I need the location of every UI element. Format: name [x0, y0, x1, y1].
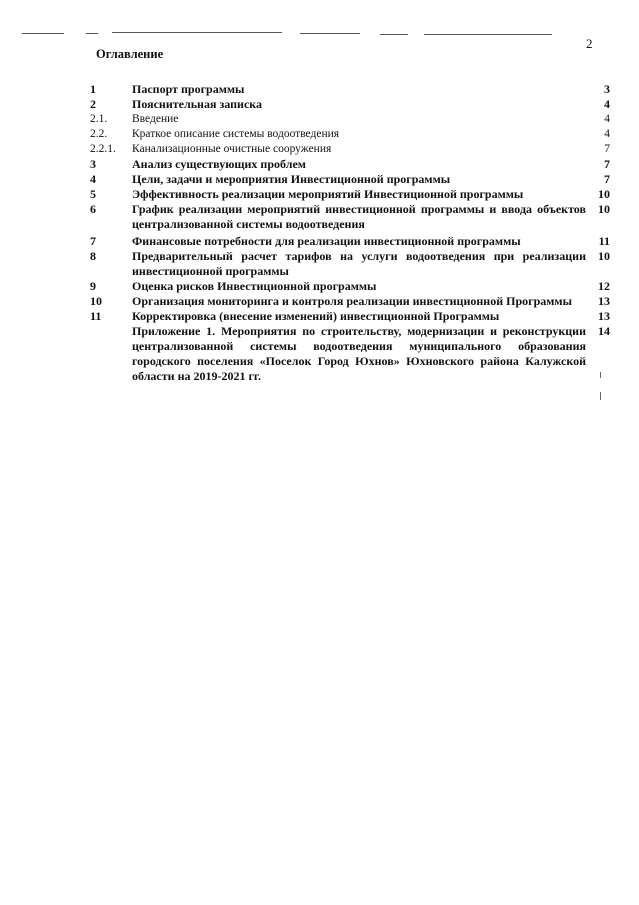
toc-entry-number: 7 [90, 234, 96, 248]
toc-entry-title: Введение [132, 113, 179, 125]
toc-entry-page: 13 [598, 309, 610, 323]
toc-entry [90, 187, 610, 202]
toc-entry [90, 112, 610, 127]
toc-entry-number: 2 [90, 97, 96, 111]
toc-entry [90, 142, 610, 157]
scan-artifact-line [22, 33, 64, 34]
toc-entry [90, 127, 610, 142]
toc-entry-title: Организация мониторинга и контроля реализации инвестиционной Программы [132, 294, 572, 308]
table-of-contents [90, 82, 610, 384]
toc-entry-page: 12 [598, 279, 610, 293]
toc-entry-page: 4 [604, 128, 610, 140]
toc-entry-number: 2.2.1. [90, 143, 116, 155]
toc-entry-number: 1 [90, 82, 96, 96]
toc-entry-page: 4 [604, 113, 610, 125]
toc-entry-number: 4 [90, 172, 96, 186]
toc-entry-title: Предварительный расчет тарифов на услуги водоотведения при реализации инвестиционной программы [132, 249, 586, 278]
toc-entry-title: Паспорт программы [132, 82, 245, 96]
toc-entry [90, 172, 610, 187]
toc-entry-title: Канализационные очистные сооружения [132, 143, 332, 155]
toc-entry-page: 13 [598, 294, 610, 308]
toc-entry-title: Финансовые потребности для реализации инвестиционной программы [132, 234, 521, 248]
toc-entry-number: 9 [90, 279, 96, 293]
toc-entry-page: 14 [598, 324, 610, 338]
toc-heading: Оглавление [96, 47, 164, 61]
toc-entry-page: 3 [604, 82, 610, 96]
toc-entry [90, 234, 610, 249]
toc-entry [90, 309, 610, 324]
toc-entry-number: 8 [90, 249, 96, 263]
toc-entry [90, 157, 610, 172]
toc-entry [90, 249, 610, 279]
toc-entry-page: 10 [598, 187, 610, 201]
toc-entry-title: Корректировка (внесение изменений) инвестиционной Программы [132, 309, 500, 323]
toc-entry-page: 7 [604, 172, 610, 186]
toc-entry-title: Эффективность реализации мероприятий Инвестиционной программы [132, 187, 524, 201]
toc-entry [90, 279, 610, 294]
toc-entry-title: Пояснительная записка [132, 97, 263, 111]
toc-entry-page: 10 [598, 202, 610, 216]
scan-artifact-line [300, 33, 360, 34]
scan-artifact-line [424, 34, 552, 35]
toc-entry [90, 82, 610, 97]
toc-entry-title: Оценка рисков Инвестиционной программы [132, 279, 377, 293]
toc-entry-number: 6 [90, 202, 96, 216]
toc-entry-page: 7 [604, 143, 610, 155]
scan-artifact-line [380, 34, 408, 35]
toc-entry-page: 11 [598, 234, 610, 248]
toc-entry [90, 202, 610, 232]
toc-entry [90, 97, 610, 112]
toc-entry-title: График реализации мероприятий инвестиционной программы и ввода объектов централизованной системы водоотведения [132, 202, 586, 231]
toc-entry-title: Краткое описание системы водоотведения [132, 128, 340, 140]
toc-entry-number: 5 [90, 187, 96, 201]
toc-entry-number: 10 [90, 294, 102, 308]
toc-entry-number: 3 [90, 157, 96, 171]
toc-entry [90, 294, 610, 309]
toc-entry-title: Приложение 1. Мероприятия по строительству, модернизации и реконструкции централизованной системы водоотведения муниципального образования городского поселения «Поселок Город Юхнов» Юхновского района Калужской области на 2019-2021 гг. [132, 324, 586, 383]
toc-entry [90, 324, 610, 384]
scan-edge-mark [600, 372, 601, 378]
page-number: 2 [586, 36, 593, 51]
toc-entry-number: 2.1. [90, 113, 108, 125]
toc-entry-page: 7 [604, 157, 610, 171]
toc-entry-title: Цели, задачи и мероприятия Инвестиционной программы [132, 172, 451, 186]
scan-artifact-line [112, 32, 282, 33]
toc-entry-page: 4 [604, 97, 610, 111]
toc-entry-number: 2.2. [90, 128, 108, 140]
toc-entry-number: 11 [90, 309, 102, 323]
scan-edge-mark [600, 392, 601, 400]
scan-artifact-line [86, 33, 98, 34]
toc-entry-title: Анализ существующих проблем [132, 157, 306, 171]
toc-entry-page: 10 [598, 249, 610, 263]
